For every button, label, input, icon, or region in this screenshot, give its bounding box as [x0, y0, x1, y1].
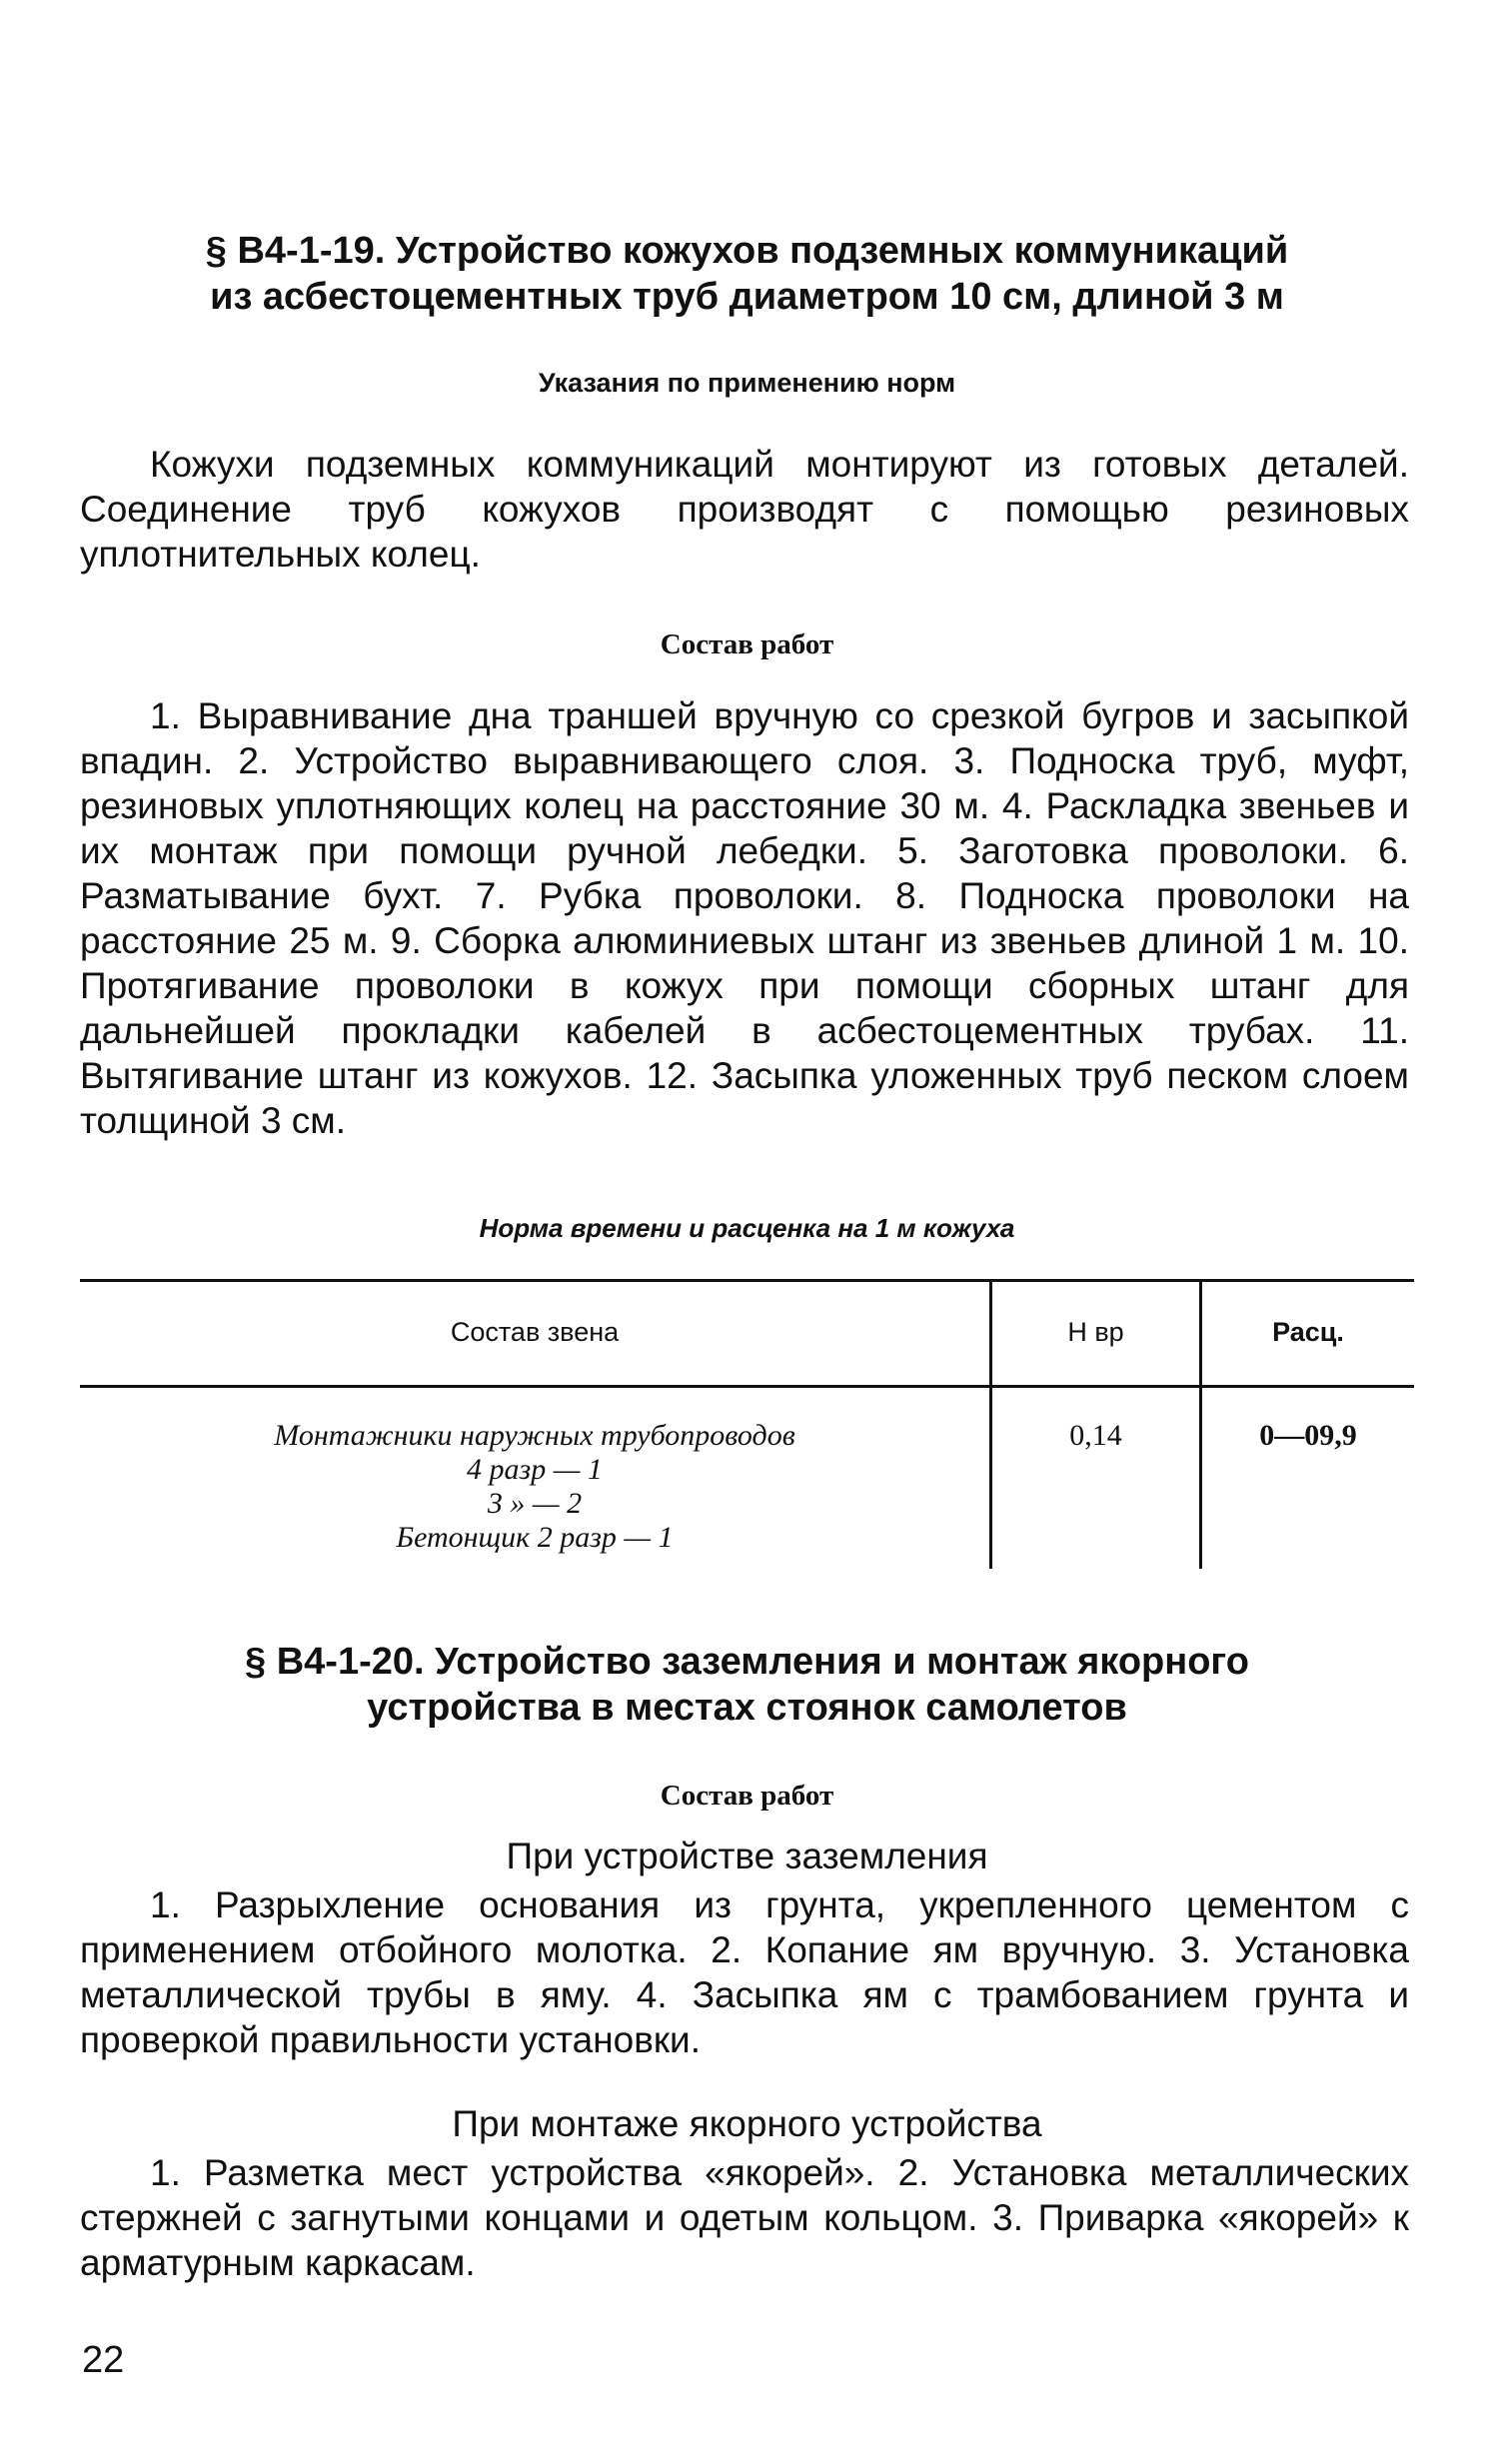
instructions-paragraph: Кожухи подземных коммуникаций монтируют из готовых деталей. Соединение труб кожухов производят с помощью резиновых уплотнительных колец.	[80, 444, 1409, 575]
crew-cell	[80, 1419, 989, 1555]
work-composition-heading-2: Состав работ	[660, 1780, 834, 1812]
anchor-paragraph: 1. Разметка мест устройства «якорей». 2. Установка металлических стержней с загнутыми концами и одетым кольцом. 3. Приварка «якорей» к арматурным каркасам.	[80, 2152, 1409, 2283]
table-header-rule	[80, 1385, 1414, 1388]
table-caption: Норма времени и расценка на 1 м кожуха	[479, 1213, 1015, 1243]
section-title-b4-1-19	[80, 228, 1414, 320]
grounding-paragraph: 1. Разрыхление основания из грунта, укрепленного цементом с применением отбойного молотка. 2. Копание ям вручную. 3. Установка металлической трубы в яму. 4. Засыпка ям с трамбованием грунта и проверкой правильности установки.	[80, 1884, 1409, 2060]
grounding-subheading: При устройстве заземления	[506, 1836, 988, 1876]
rate-value: 0—09,9	[1259, 1419, 1357, 1452]
section-title-line: § В4-1-19. Устройство кожухов подземных коммуникаций	[205, 230, 1289, 272]
section-title-line: из асбестоцементных труб диаметром 10 см, длиной 3 м	[210, 276, 1284, 318]
norm-time-value: 0,14	[1069, 1419, 1122, 1452]
section-title-line: § В4-1-20. Устройство заземления и монтаж якорного	[245, 1641, 1249, 1683]
work-composition-paragraph: 1. Выравнивание дна траншей вручную со срезкой бугров и засыпкой впадин. 2. Устройство выравнивающего слоя. 3. Подноска труб, муфт, резиновых уплотняющих колец на расстояние 30 м. 4. Раскладка звеньев и их монтаж при помощи ручной лебедки. 5. Заготовка проволоки. 6. Разматывание бухт. 7. Рубка проволоки. 8. Подноска проволоки на расстояние 25 м. 9. Сборка алюминиевых штанг из звеньев длиной 1 м. 10. Протягивание проволоки в кожух при помощи сборных штанг для дальнейшей прокладки кабелей в асбестоцементных трубах. 11. Вытягивание штанг из кожухов. 12. Засыпка уложенных труб песком слоем толщиной 3 см.	[80, 695, 1409, 1141]
header-norm-time: Н вр	[1067, 1317, 1124, 1347]
crew-line: 3 » — 2	[487, 1487, 583, 1520]
crew-line: Монтажники наружных трубопроводов	[274, 1419, 795, 1452]
header-rate: Расц.	[1272, 1317, 1344, 1347]
crew-line: Бетонщик 2 разр — 1	[396, 1521, 674, 1554]
anchor-subheading: При монтаже якорного устройства	[452, 2103, 1042, 2144]
instructions-heading: Указания по применению норм	[538, 368, 956, 398]
header-crew: Состав звена	[450, 1317, 620, 1347]
work-composition-heading: Состав работ	[660, 628, 834, 660]
crew-line: 4 разр — 1	[467, 1453, 603, 1486]
table-top-rule	[80, 1279, 1414, 1282]
norm-table	[80, 1279, 1414, 1569]
section-title-b4-1-20	[80, 1639, 1414, 1731]
page-number: 22	[82, 2339, 125, 2381]
section-title-line: устройства в местах стоянок самолетов	[367, 1687, 1127, 1729]
